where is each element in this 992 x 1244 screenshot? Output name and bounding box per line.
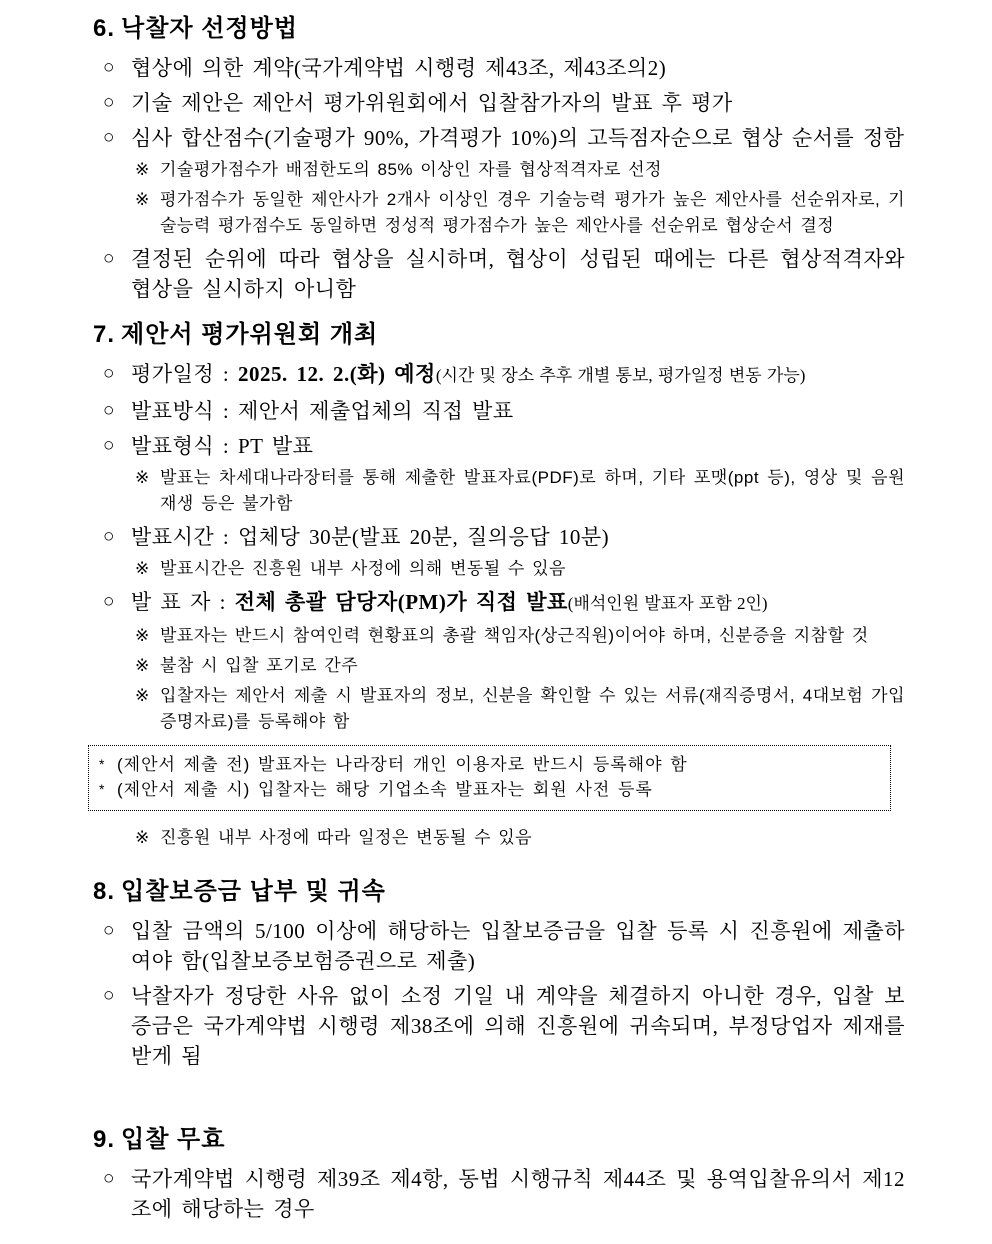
circle-bullet-icon: ○ bbox=[103, 248, 115, 269]
section-items bbox=[93, 916, 905, 1071]
item-text bbox=[131, 522, 905, 552]
list-item bbox=[93, 88, 905, 118]
note-item bbox=[93, 623, 905, 649]
note-item bbox=[93, 465, 905, 517]
text-segment: 발표자는 반드시 참여인력 현황표의 총괄 책임자(상근직원)이어야 하며, 신분증을 지참할 것 bbox=[160, 626, 869, 645]
section-bid-deposit bbox=[93, 877, 905, 1071]
reference-mark-icon: ※ bbox=[135, 190, 150, 209]
text-segment: (배석인원 발표자 포함 2인) bbox=[567, 594, 768, 613]
text-segment: 불참 시 입찰 포기로 간주 bbox=[160, 656, 359, 675]
list-item bbox=[93, 244, 905, 304]
section-heading bbox=[93, 1125, 905, 1155]
text-segment: 기술평가점수가 배점한도의 85% 이상인 자를 협상적격자로 선정 bbox=[160, 160, 662, 179]
item-text bbox=[131, 396, 905, 426]
text-segment: 전체 총괄 담당자(PM)가 직접 발표 bbox=[234, 590, 568, 614]
text-segment: 기술 제안은 제안서 평가위원회에서 입찰참가자의 발표 후 평가 bbox=[131, 91, 733, 115]
box-line-text: (제안서 제출 전) 발표자는 나라장터 개인 이용자로 반드시 등록해야 함 bbox=[117, 755, 688, 774]
circle-bullet-icon: ○ bbox=[103, 985, 115, 1006]
list-item bbox=[93, 587, 905, 619]
text-segment: 발 표 자 : bbox=[131, 590, 235, 614]
section-winner-selection bbox=[93, 14, 905, 304]
circle-bullet-icon: ○ bbox=[103, 92, 115, 113]
section-bid-invalidity bbox=[93, 1125, 905, 1224]
section-number: 6. bbox=[93, 15, 116, 42]
reference-mark-icon: ※ bbox=[135, 828, 150, 847]
text-segment: 심사 합산점수(기술평가 90%, 가격평가 10%)의 고득점자순으로 협상 순서를 정함 bbox=[131, 126, 905, 150]
reference-mark-icon: ※ bbox=[135, 656, 150, 675]
item-text bbox=[131, 53, 905, 83]
text-segment: 발표는 차세대나라장터를 통해 제출한 발표자료(PDF)로 하며, 기타 포맷(ppt 등), 영상 및 음원 재생 등은 불가함 bbox=[160, 468, 905, 513]
circle-bullet-icon: ○ bbox=[103, 1168, 115, 1189]
section-items bbox=[93, 359, 905, 851]
item-text bbox=[131, 123, 905, 153]
text-segment: 발표방식 : 제안서 제출업체의 직접 발표 bbox=[131, 399, 514, 423]
box-line-text: (제안서 제출 시) 입찰자는 해당 기업소속 발표자는 회원 사전 등록 bbox=[117, 780, 653, 799]
section-heading bbox=[93, 14, 905, 44]
text-segment: 평가일정 : bbox=[131, 362, 238, 386]
reference-mark-icon: ※ bbox=[135, 160, 150, 179]
list-item bbox=[93, 522, 905, 552]
star-bullet-icon: * bbox=[99, 781, 106, 797]
list-item bbox=[93, 123, 905, 153]
note-item bbox=[93, 683, 905, 735]
item-text bbox=[131, 1164, 905, 1224]
item-text bbox=[131, 916, 905, 976]
note-item bbox=[93, 825, 905, 851]
section-heading bbox=[93, 320, 905, 350]
section-title: 입찰보증금 납부 및 귀속 bbox=[121, 878, 386, 905]
text-segment: 발표시간은 진흥원 내부 사정에 의해 변동될 수 있음 bbox=[160, 559, 566, 578]
reference-mark-icon: ※ bbox=[135, 626, 150, 645]
section-items bbox=[93, 1164, 905, 1224]
item-text bbox=[131, 587, 905, 619]
item-text bbox=[160, 187, 905, 239]
text-segment: 2025. 12. 2.(화) 예정 bbox=[237, 362, 436, 386]
note-item bbox=[93, 653, 905, 679]
section-title: 입찰 무효 bbox=[121, 1126, 226, 1153]
item-text bbox=[131, 431, 905, 461]
list-item bbox=[93, 359, 905, 391]
item-text bbox=[160, 556, 905, 582]
circle-bullet-icon: ○ bbox=[103, 435, 115, 456]
list-item bbox=[93, 981, 905, 1071]
item-text bbox=[131, 359, 905, 391]
reference-mark-icon: ※ bbox=[135, 468, 150, 487]
note-box bbox=[88, 745, 891, 811]
reference-mark-icon: ※ bbox=[135, 559, 150, 578]
text-segment: 협상에 의한 계약(국가계약법 시행령 제43조, 제43조의2) bbox=[131, 56, 667, 80]
item-text bbox=[160, 157, 905, 183]
text-segment: (시간 및 장소 추후 개별 통보, 평가일정 변동 가능) bbox=[435, 366, 806, 385]
item-text bbox=[160, 465, 905, 517]
section-number: 7. bbox=[93, 321, 116, 348]
section-evaluation-committee bbox=[93, 320, 905, 851]
reference-mark-icon: ※ bbox=[135, 686, 150, 705]
item-text bbox=[131, 981, 905, 1071]
note-item bbox=[93, 187, 905, 239]
circle-bullet-icon: ○ bbox=[103, 591, 115, 612]
text-segment: 입찰 금액의 5/100 이상에 해당하는 입찰보증금을 입찰 등록 시 진흥원에 제출하여야 함(입찰보증보험증권으로 제출) bbox=[131, 919, 905, 973]
list-item bbox=[93, 916, 905, 976]
list-item bbox=[93, 1164, 905, 1224]
text-segment: 입찰자는 제안서 제출 시 발표자의 정보, 신분을 확인할 수 있는 서류(재직증명서, 4대보험 가입증명자료)를 등록해야 함 bbox=[160, 686, 905, 731]
item-text bbox=[160, 683, 905, 735]
star-bullet-icon: * bbox=[99, 756, 106, 772]
text-segment: 평가점수가 동일한 제안사가 2개사 이상인 경우 기술능력 평가가 높은 제안사를 선순위자로, 기술능력 평가점수도 동일하면 정성적 평가점수가 높은 제안사를 선순위로 협상순서 결정 bbox=[160, 190, 905, 235]
list-item bbox=[93, 396, 905, 426]
circle-bullet-icon: ○ bbox=[103, 363, 115, 384]
item-text bbox=[160, 623, 905, 649]
section-title: 낙찰자 선정방법 bbox=[121, 15, 298, 42]
text-segment: 국가계약법 시행령 제39조 제4항, 동법 시행규칙 제44조 및 용역입찰유의서 제12조에 해당하는 경우 bbox=[131, 1167, 905, 1221]
item-text bbox=[160, 653, 905, 679]
list-item bbox=[93, 431, 905, 461]
list-item bbox=[93, 53, 905, 83]
circle-bullet-icon: ○ bbox=[103, 127, 115, 148]
item-text bbox=[131, 244, 905, 304]
note-item bbox=[93, 157, 905, 183]
circle-bullet-icon: ○ bbox=[103, 920, 115, 941]
section-items bbox=[93, 53, 905, 304]
item-text bbox=[131, 88, 905, 118]
circle-bullet-icon: ○ bbox=[103, 526, 115, 547]
circle-bullet-icon: ○ bbox=[103, 57, 115, 78]
note-item bbox=[93, 556, 905, 582]
text-segment: 결정된 순위에 따라 협상을 실시하며, 협상이 성립된 때에는 다른 협상적격자와 협상을 실시하지 아니함 bbox=[131, 247, 905, 301]
box-line bbox=[99, 752, 880, 777]
section-title: 제안서 평가위원회 개최 bbox=[121, 321, 379, 348]
section-number: 9. bbox=[93, 1126, 116, 1153]
section-heading bbox=[93, 877, 905, 907]
circle-bullet-icon: ○ bbox=[103, 400, 115, 421]
text-segment: 발표형식 : PT 발표 bbox=[131, 434, 314, 458]
text-segment: 진흥원 내부 사정에 따라 일정은 변동될 수 있음 bbox=[160, 828, 533, 847]
text-segment: 발표시간 : 업체당 30분(발표 20분, 질의응답 10분) bbox=[131, 525, 610, 549]
section-number: 8. bbox=[93, 878, 116, 905]
text-segment: 낙찰자가 정당한 사유 없이 소정 기일 내 계약을 체결하지 아니한 경우, 입찰 보증금은 국가계약법 시행령 제38조에 의해 진흥원에 귀속되며, 부정당업자 제재를 받게 됨 bbox=[131, 984, 905, 1068]
box-line bbox=[99, 777, 880, 802]
item-text bbox=[160, 825, 905, 851]
